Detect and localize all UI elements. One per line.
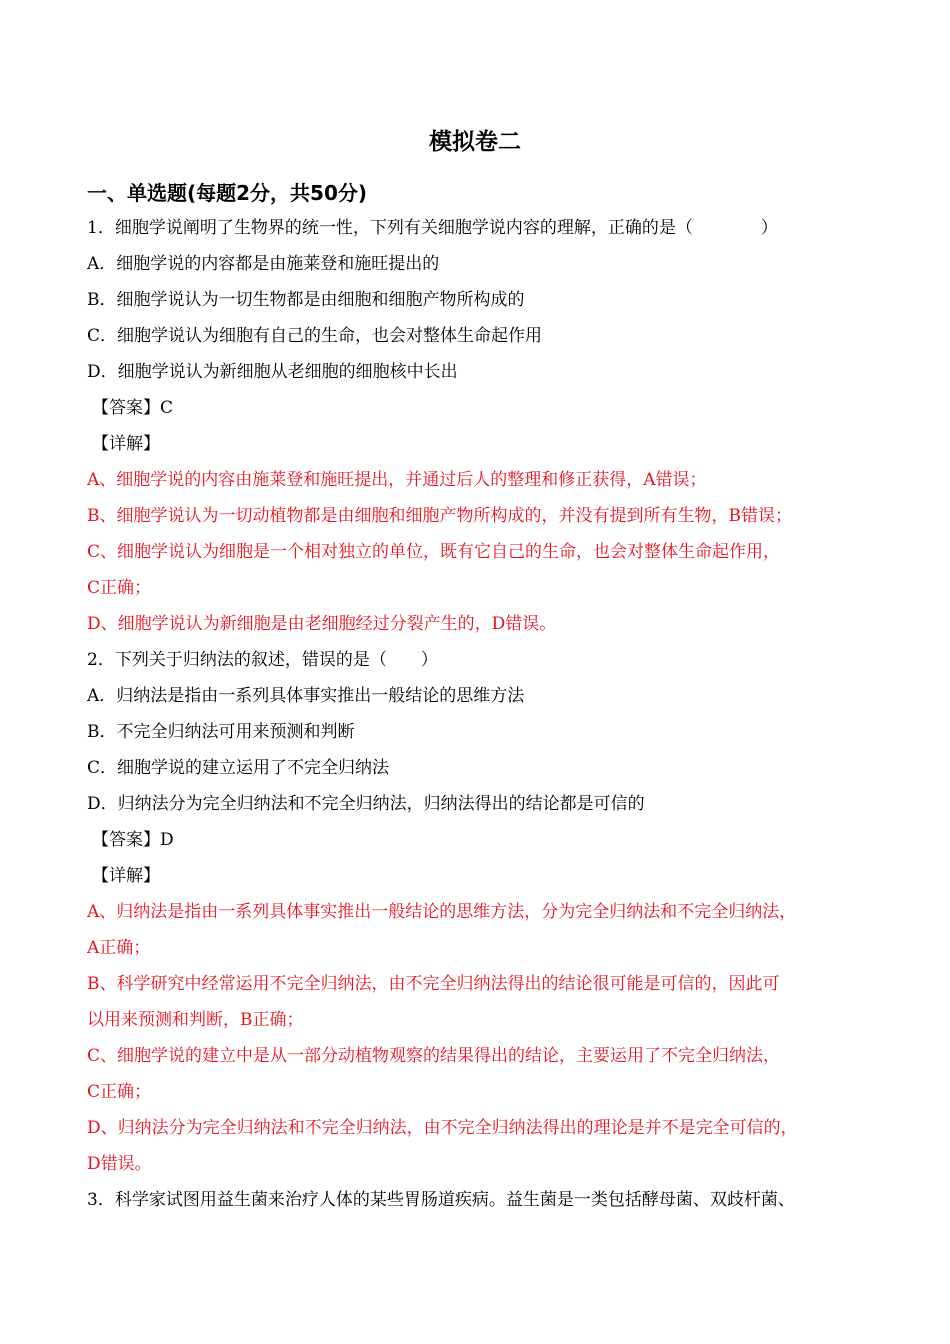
- explanation-label: 【详解】: [92, 866, 160, 886]
- option-b: B．细胞学说认为一切生物都是由细胞和细胞产物所构成的: [87, 290, 525, 310]
- explanation-line: D、归纳法分为完全归纳法和不完全归纳法，由不完全归纳法得出的理论是并不是完全可信的，: [87, 1118, 798, 1138]
- page-title: 模拟卷二: [429, 129, 521, 155]
- explanation-line: A、细胞学说的内容由施莱登和施旺提出，并通过后人的整理和修正获得，A错误；: [87, 470, 707, 490]
- question-stem: 1．细胞学说阐明了生物界的统一性，下列有关细胞学说内容的理解，正确的是（ ）: [87, 218, 778, 238]
- explanation-line: D、细胞学说认为新细胞是由老细胞经过分裂产生的，D错误。: [87, 614, 557, 634]
- explanation-line: C、细胞学说的建立中是从一部分动植物观察的结果得出的结论，主要运用了不完全归纳法，: [87, 1046, 781, 1066]
- answer-line: 【答案】D: [92, 830, 174, 850]
- option-b: B．不完全归纳法可用来预测和判断: [87, 722, 355, 742]
- answer-line: 【答案】C: [92, 398, 174, 418]
- explanation-line: A、归纳法是指由一系列具体事实推出一般结论的思维方法，分为完全归纳法和不完全归纳法，: [87, 902, 797, 922]
- question-3: [87, 1182, 877, 1218]
- option-d: D．细胞学说认为新细胞从老细胞的细胞核中长出: [87, 362, 458, 382]
- explanation-line: C正确；: [87, 578, 152, 598]
- section-heading: 一、单选题(每题2分，共50分): [87, 181, 368, 205]
- explanation-line: B、科学研究中经常运用不完全归纳法，由不完全归纳法得出的结论很可能是可信的，因此可: [87, 974, 780, 994]
- explanation-label: 【详解】: [92, 434, 160, 454]
- option-a: A．细胞学说的内容都是由施莱登和施旺提出的: [87, 254, 440, 274]
- question-1: [87, 210, 877, 642]
- explanation-line: D错误。: [87, 1154, 152, 1174]
- question-stem: 3．科学家试图用益生菌来治疗人体的某些胃肠道疾病。益生菌是一类包括酵母菌、双歧杆菌、: [87, 1190, 795, 1210]
- option-c: C．细胞学说的建立运用了不完全归纳法: [87, 758, 390, 778]
- document-body: [87, 210, 877, 1218]
- explanation-line: 以用来预测和判断，B正确；: [87, 1010, 304, 1030]
- question-stem: 2．下列关于归纳法的叙述，错误的是（ ）: [87, 650, 438, 670]
- explanation-line: A正确；: [87, 938, 151, 958]
- explanation-line: C、细胞学说认为细胞是一个相对独立的单位，既有它自己的生命，也会对整体生命起作用，: [87, 542, 781, 562]
- option-c: C．细胞学说认为细胞有自己的生命，也会对整体生命起作用: [87, 326, 543, 346]
- option-a: A．归纳法是指由一系列具体事实推出一般结论的思维方法: [87, 686, 525, 706]
- option-d: D．归纳法分为完全归纳法和不完全归纳法，归纳法得出的结论都是可信的: [87, 794, 645, 814]
- question-2: [87, 642, 877, 1182]
- explanation-line: C正确；: [87, 1082, 152, 1102]
- explanation-line: B、细胞学说认为一切动植物都是由细胞和细胞产物所构成的，并没有提到所有生物，B错误；: [87, 506, 792, 526]
